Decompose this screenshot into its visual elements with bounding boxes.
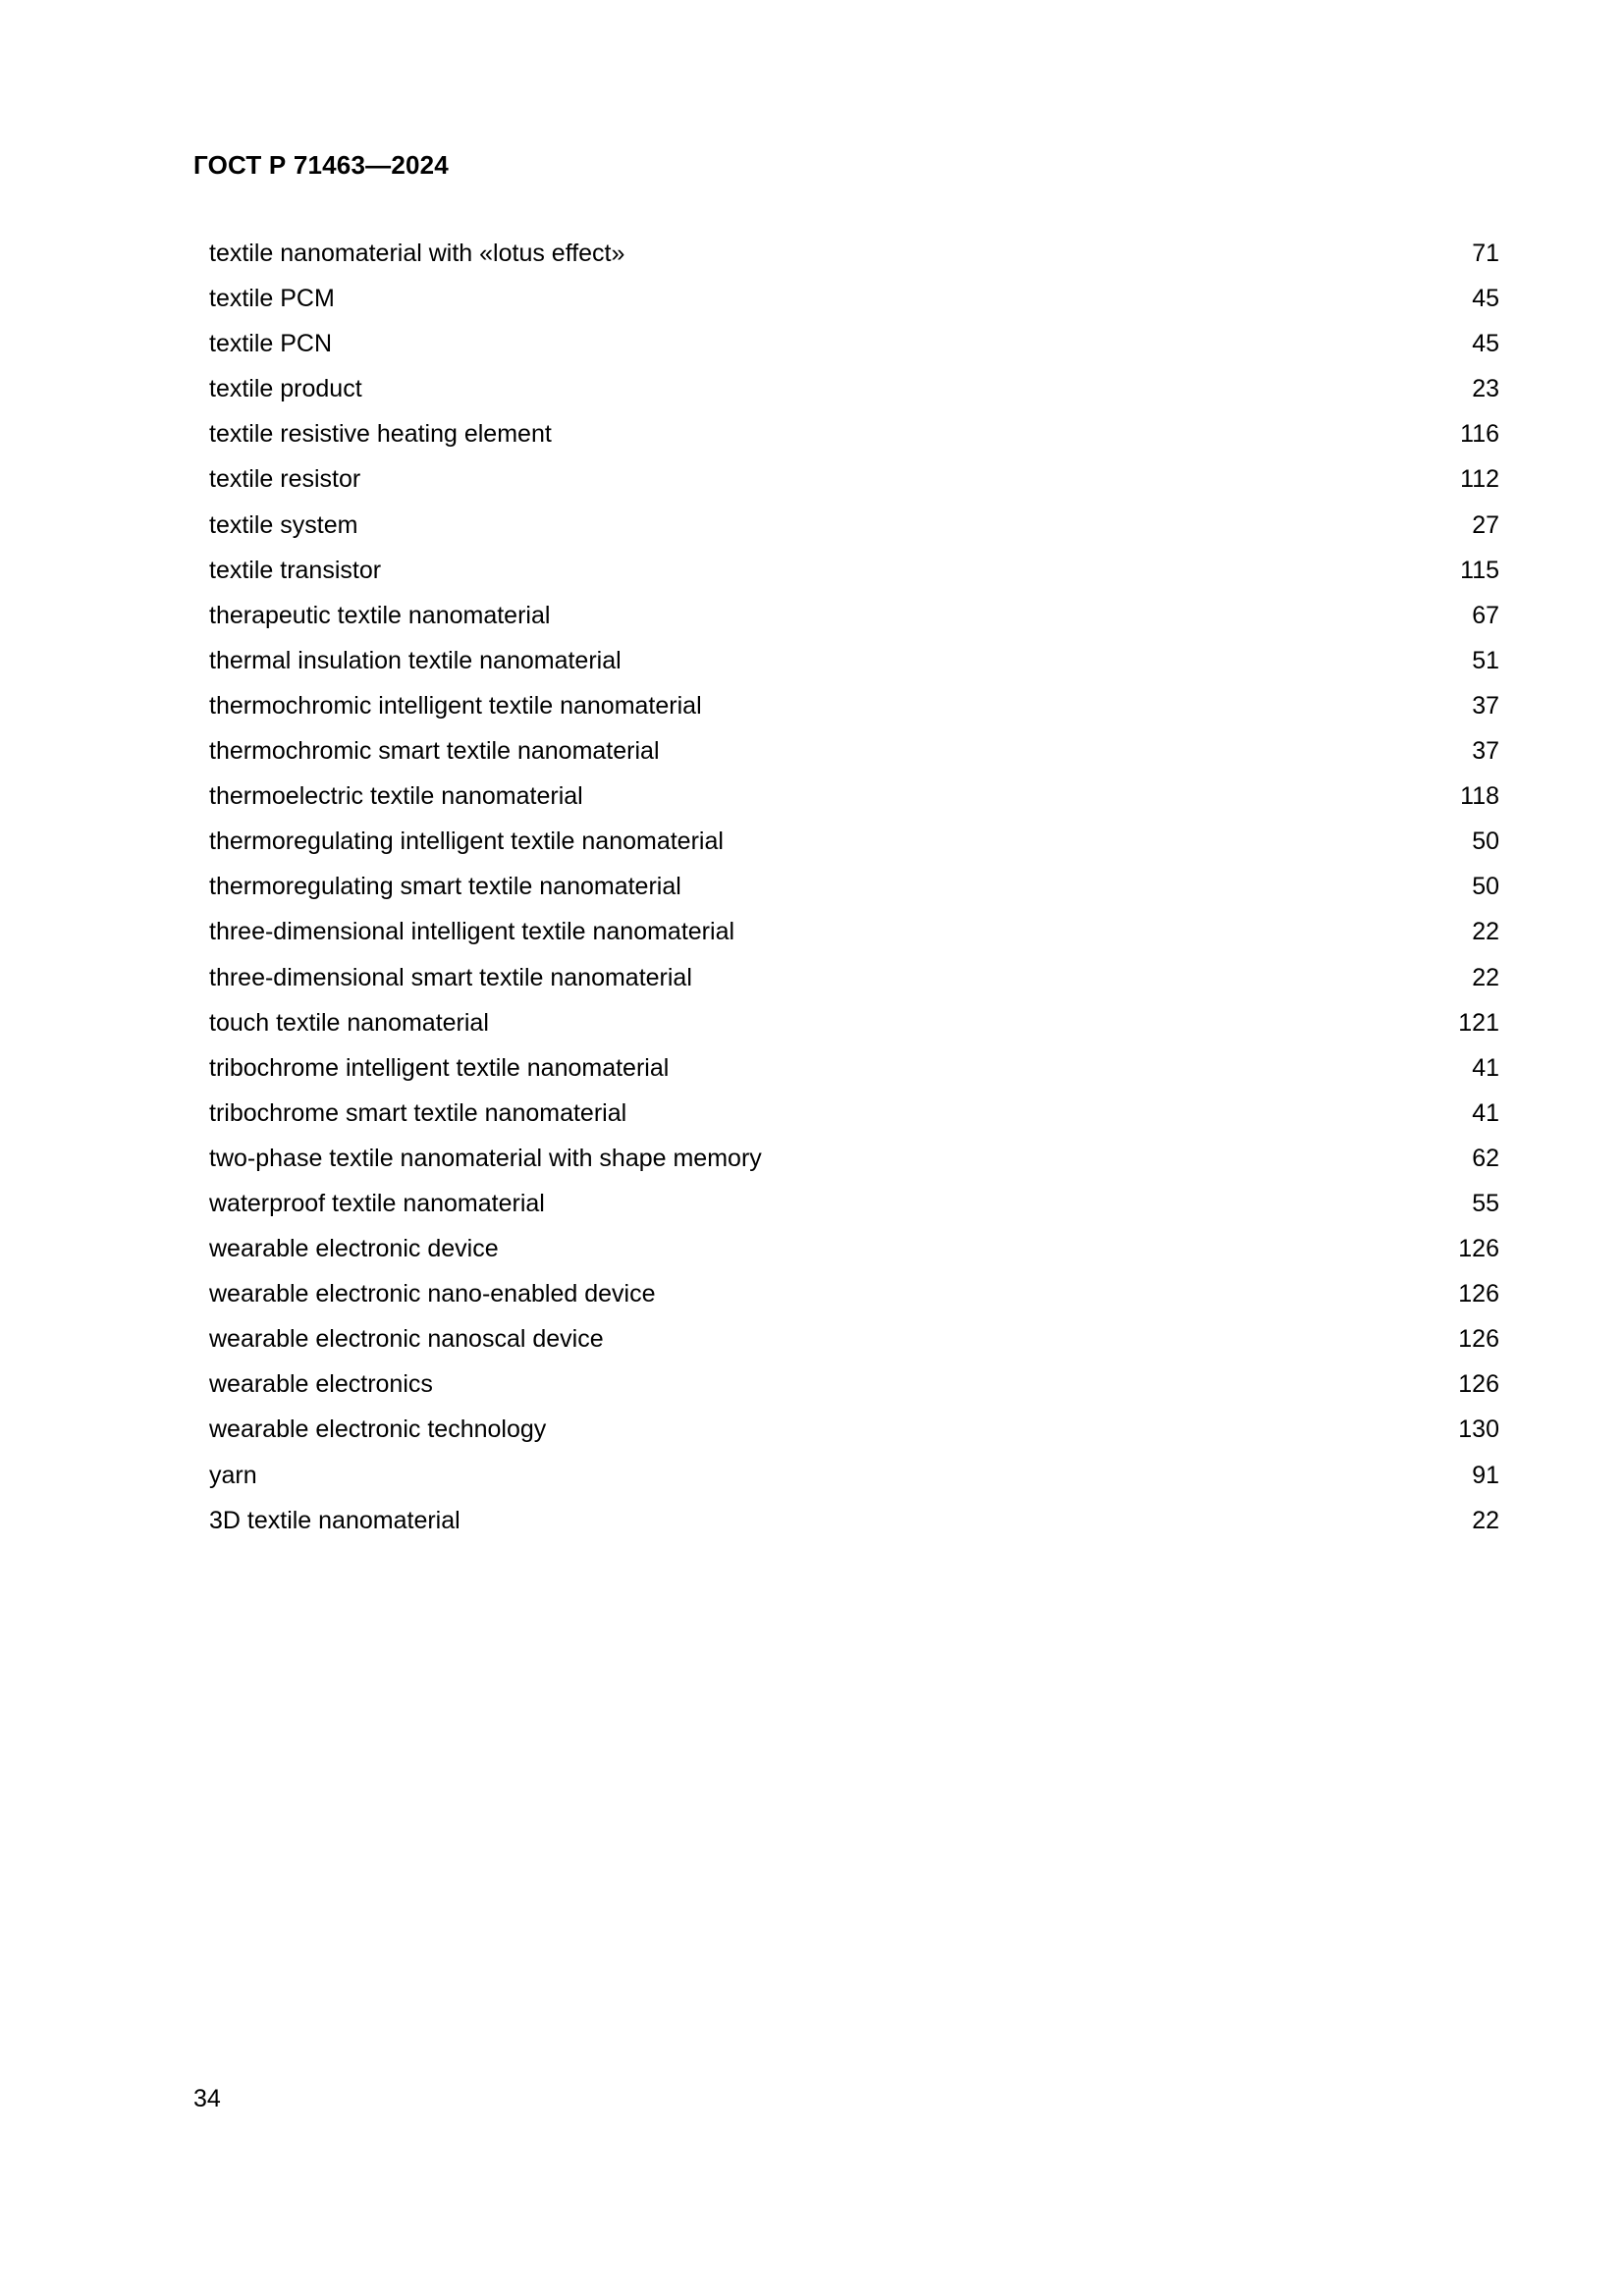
index-term: yarn — [209, 1461, 257, 1489]
index-entry — [209, 1231, 1499, 1276]
index-page-ref: 126 — [1458, 1325, 1499, 1354]
index-term: wearable electronic technology — [209, 1415, 547, 1444]
index-term: thermal insulation textile nanomaterial — [209, 646, 622, 674]
index-term: textile PCM — [209, 285, 335, 313]
index-entry — [209, 598, 1499, 643]
index-entry — [209, 416, 1499, 461]
index-term: thermoregulating smart textile nanomaterial — [209, 873, 681, 901]
index-page-ref: 50 — [1472, 828, 1499, 856]
index-term: wearable electronic nano-enabled device — [209, 1280, 656, 1308]
alphabetical-index — [209, 236, 1499, 1548]
index-page-ref: 41 — [1472, 1098, 1499, 1127]
index-entry — [209, 553, 1499, 598]
index-page-ref: 62 — [1472, 1144, 1499, 1172]
index-term: wearable electronic device — [209, 1235, 499, 1263]
index-page-ref: 50 — [1472, 873, 1499, 901]
index-page-ref: 126 — [1458, 1280, 1499, 1308]
index-entry — [209, 461, 1499, 507]
index-page-ref: 51 — [1472, 646, 1499, 674]
index-entry — [209, 1141, 1499, 1186]
index-entry — [209, 733, 1499, 778]
index-term: thermoregulating intelligent textile nanomaterial — [209, 828, 724, 856]
index-term: 3D textile nanomaterial — [209, 1506, 460, 1534]
index-page-ref: 126 — [1458, 1370, 1499, 1399]
index-entry — [209, 960, 1499, 1005]
index-page-ref: 91 — [1472, 1461, 1499, 1489]
index-entry — [209, 1276, 1499, 1321]
index-page-ref: 37 — [1472, 737, 1499, 766]
index-entry — [209, 1095, 1499, 1141]
document-header: ГОСТ Р 71463—2024 — [193, 150, 449, 180]
index-page-ref: 55 — [1472, 1189, 1499, 1217]
index-term: wearable electronic nanoscal device — [209, 1325, 604, 1354]
index-entry — [209, 236, 1499, 281]
index-term: tribochrome intelligent textile nanomaterial — [209, 1053, 670, 1082]
index-term: textile resistor — [209, 465, 361, 494]
index-term: textile PCN — [209, 330, 333, 358]
index-term: three-dimensional intelligent textile nanomaterial — [209, 918, 735, 946]
index-page-ref: 45 — [1472, 285, 1499, 313]
index-term: thermochromic smart textile nanomaterial — [209, 737, 660, 766]
index-term: two-phase textile nanomaterial with shape memory — [209, 1144, 762, 1172]
index-term: therapeutic textile nanomaterial — [209, 601, 551, 629]
index-page-ref: 112 — [1460, 465, 1499, 494]
index-entry — [209, 1005, 1499, 1050]
index-page-ref: 22 — [1472, 918, 1499, 946]
index-term: textile resistive heating element — [209, 420, 552, 449]
index-page-ref: 118 — [1460, 782, 1499, 811]
index-term: textile transistor — [209, 556, 382, 584]
index-page-ref: 130 — [1458, 1415, 1499, 1444]
index-page-ref: 45 — [1472, 330, 1499, 358]
index-page-ref: 22 — [1472, 1506, 1499, 1534]
index-entry — [209, 281, 1499, 326]
index-entry — [209, 1186, 1499, 1231]
index-entry — [209, 1412, 1499, 1457]
index-entry — [209, 1458, 1499, 1503]
index-entry — [209, 643, 1499, 688]
index-entry — [209, 1321, 1499, 1366]
index-term: touch textile nanomaterial — [209, 1008, 489, 1037]
index-entry — [209, 371, 1499, 416]
index-entry — [209, 824, 1499, 869]
index-term: wearable electronics — [209, 1370, 433, 1399]
index-page-ref: 67 — [1472, 601, 1499, 629]
index-page-ref: 23 — [1472, 375, 1499, 403]
index-page-ref: 126 — [1458, 1235, 1499, 1263]
index-term: thermochromic intelligent textile nanomaterial — [209, 691, 702, 720]
index-page-ref: 115 — [1460, 556, 1499, 584]
index-term: tribochrome smart textile nanomaterial — [209, 1098, 627, 1127]
index-entry — [209, 1503, 1499, 1548]
index-page-ref: 37 — [1472, 691, 1499, 720]
index-entry — [209, 688, 1499, 733]
index-term: thermoelectric textile nanomaterial — [209, 782, 583, 811]
index-entry — [209, 326, 1499, 371]
index-page-ref: 27 — [1472, 510, 1499, 539]
index-page-ref: 71 — [1472, 240, 1499, 267]
index-term: waterproof textile nanomaterial — [209, 1189, 545, 1217]
index-entry — [209, 1366, 1499, 1412]
index-page-ref: 41 — [1472, 1053, 1499, 1082]
index-page-ref: 116 — [1460, 420, 1499, 449]
index-term: textile nanomaterial with «lotus effect» — [209, 240, 625, 267]
page-number: 34 — [193, 2085, 221, 2112]
index-entry — [209, 1050, 1499, 1095]
index-term: three-dimensional smart textile nanomaterial — [209, 963, 692, 991]
index-entry — [209, 914, 1499, 959]
index-entry — [209, 507, 1499, 553]
index-term: textile product — [209, 375, 362, 403]
index-entry — [209, 778, 1499, 824]
index-page-ref: 22 — [1472, 963, 1499, 991]
index-entry — [209, 869, 1499, 914]
index-term: textile system — [209, 510, 358, 539]
index-page-ref: 121 — [1458, 1008, 1499, 1037]
